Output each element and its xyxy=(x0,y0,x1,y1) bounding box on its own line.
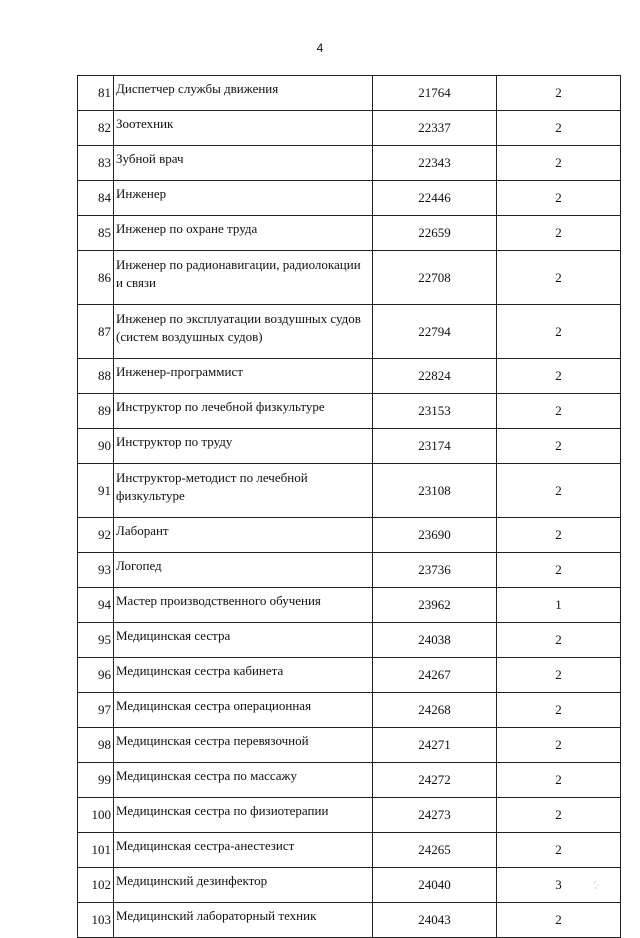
page-number: 4 xyxy=(316,41,324,55)
row-number: 102 xyxy=(78,868,114,903)
category-value: 2 xyxy=(497,305,621,359)
profession-name: Инженер-программист xyxy=(114,359,373,394)
table-body xyxy=(78,76,621,938)
category-value: 2 xyxy=(497,763,621,798)
category-value: 2 xyxy=(497,833,621,868)
row-number: 99 xyxy=(78,763,114,798)
profession-code: 22708 xyxy=(373,251,497,305)
profession-name: Инструктор по лечебной физкультуре xyxy=(114,394,373,429)
table-row xyxy=(78,76,621,111)
row-number: 100 xyxy=(78,798,114,833)
row-number: 96 xyxy=(78,658,114,693)
profession-code: 24265 xyxy=(373,833,497,868)
profession-code: 24267 xyxy=(373,658,497,693)
table-row xyxy=(78,305,621,359)
table-row xyxy=(78,903,621,938)
profession-name: Медицинский дезинфектор xyxy=(114,868,373,903)
category-value: 2 xyxy=(497,903,621,938)
profession-code: 24271 xyxy=(373,728,497,763)
profession-name: Медицинская сестра по физиотерапии xyxy=(114,798,373,833)
table-row xyxy=(78,181,621,216)
profession-name: Мастер производственного обучения xyxy=(114,588,373,623)
category-value: 2 xyxy=(497,728,621,763)
profession-code: 22343 xyxy=(373,146,497,181)
profession-code: 21764 xyxy=(373,76,497,111)
category-value: 2 xyxy=(497,429,621,464)
profession-name: Медицинская сестра операционная xyxy=(114,693,373,728)
profession-name: Логопед xyxy=(114,553,373,588)
profession-name: Медицинский лабораторный техник xyxy=(114,903,373,938)
table-row xyxy=(78,868,621,903)
table-row xyxy=(78,798,621,833)
row-number: 82 xyxy=(78,111,114,146)
profession-name: Медицинская сестра-анестезист xyxy=(114,833,373,868)
scan-specks xyxy=(594,880,600,890)
profession-name: Инженер по эксплуатации воздушных судов (систем воздушных судов) xyxy=(114,305,373,359)
table-row xyxy=(78,623,621,658)
profession-name: Медицинская сестра кабинета xyxy=(114,658,373,693)
professions-table xyxy=(77,75,621,938)
row-number: 81 xyxy=(78,76,114,111)
table-row xyxy=(78,464,621,518)
profession-code: 24038 xyxy=(373,623,497,658)
profession-code: 22659 xyxy=(373,216,497,251)
profession-code: 22794 xyxy=(373,305,497,359)
row-number: 90 xyxy=(78,429,114,464)
table-row xyxy=(78,588,621,623)
profession-name: Медицинская сестра перевязочной xyxy=(114,728,373,763)
row-number: 98 xyxy=(78,728,114,763)
row-number: 103 xyxy=(78,903,114,938)
category-value: 2 xyxy=(497,216,621,251)
profession-name: Диспетчер службы движения xyxy=(114,76,373,111)
category-value: 1 xyxy=(497,588,621,623)
category-value: 2 xyxy=(497,359,621,394)
profession-code: 22337 xyxy=(373,111,497,146)
category-value: 2 xyxy=(497,693,621,728)
table-row xyxy=(78,429,621,464)
row-number: 93 xyxy=(78,553,114,588)
profession-code: 24043 xyxy=(373,903,497,938)
profession-name: Инструктор-методист по лечебной физкультуре xyxy=(114,464,373,518)
table-row xyxy=(78,658,621,693)
table-row xyxy=(78,359,621,394)
table-row xyxy=(78,251,621,305)
category-value: 3 xyxy=(497,868,621,903)
row-number: 88 xyxy=(78,359,114,394)
profession-code: 23153 xyxy=(373,394,497,429)
profession-name: Инструктор по труду xyxy=(114,429,373,464)
table-row xyxy=(78,146,621,181)
row-number: 83 xyxy=(78,146,114,181)
profession-name: Инженер xyxy=(114,181,373,216)
profession-name: Медицинская сестра xyxy=(114,623,373,658)
profession-code: 22446 xyxy=(373,181,497,216)
category-value: 2 xyxy=(497,394,621,429)
table-row xyxy=(78,111,621,146)
profession-code: 23108 xyxy=(373,464,497,518)
category-value: 2 xyxy=(497,181,621,216)
profession-code: 23174 xyxy=(373,429,497,464)
table-row xyxy=(78,693,621,728)
profession-name: Инженер по радионавигации, радиолокации и связи xyxy=(114,251,373,305)
profession-code: 24273 xyxy=(373,798,497,833)
table-row xyxy=(78,763,621,798)
category-value: 2 xyxy=(497,553,621,588)
profession-name: Лаборант xyxy=(114,518,373,553)
category-value: 2 xyxy=(497,251,621,305)
row-number: 87 xyxy=(78,305,114,359)
category-value: 2 xyxy=(497,518,621,553)
profession-code: 24268 xyxy=(373,693,497,728)
profession-code: 24272 xyxy=(373,763,497,798)
row-number: 89 xyxy=(78,394,114,429)
table-row xyxy=(78,728,621,763)
category-value: 2 xyxy=(497,76,621,111)
table-row xyxy=(78,553,621,588)
profession-name: Зубной врач xyxy=(114,146,373,181)
category-value: 2 xyxy=(497,111,621,146)
table-row xyxy=(78,833,621,868)
row-number: 97 xyxy=(78,693,114,728)
profession-name: Инженер по охране труда xyxy=(114,216,373,251)
profession-name: Медицинская сестра по массажу xyxy=(114,763,373,798)
category-value: 2 xyxy=(497,658,621,693)
row-number: 95 xyxy=(78,623,114,658)
table-row xyxy=(78,394,621,429)
profession-code: 23736 xyxy=(373,553,497,588)
row-number: 91 xyxy=(78,464,114,518)
category-value: 2 xyxy=(497,146,621,181)
category-value: 2 xyxy=(497,464,621,518)
table-row xyxy=(78,216,621,251)
row-number: 86 xyxy=(78,251,114,305)
row-number: 84 xyxy=(78,181,114,216)
profession-code: 23962 xyxy=(373,588,497,623)
row-number: 94 xyxy=(78,588,114,623)
row-number: 92 xyxy=(78,518,114,553)
profession-code: 23690 xyxy=(373,518,497,553)
profession-code: 24040 xyxy=(373,868,497,903)
row-number: 85 xyxy=(78,216,114,251)
category-value: 2 xyxy=(497,623,621,658)
profession-code: 22824 xyxy=(373,359,497,394)
table-row xyxy=(78,518,621,553)
row-number: 101 xyxy=(78,833,114,868)
category-value: 2 xyxy=(497,798,621,833)
profession-name: Зоотехник xyxy=(114,111,373,146)
